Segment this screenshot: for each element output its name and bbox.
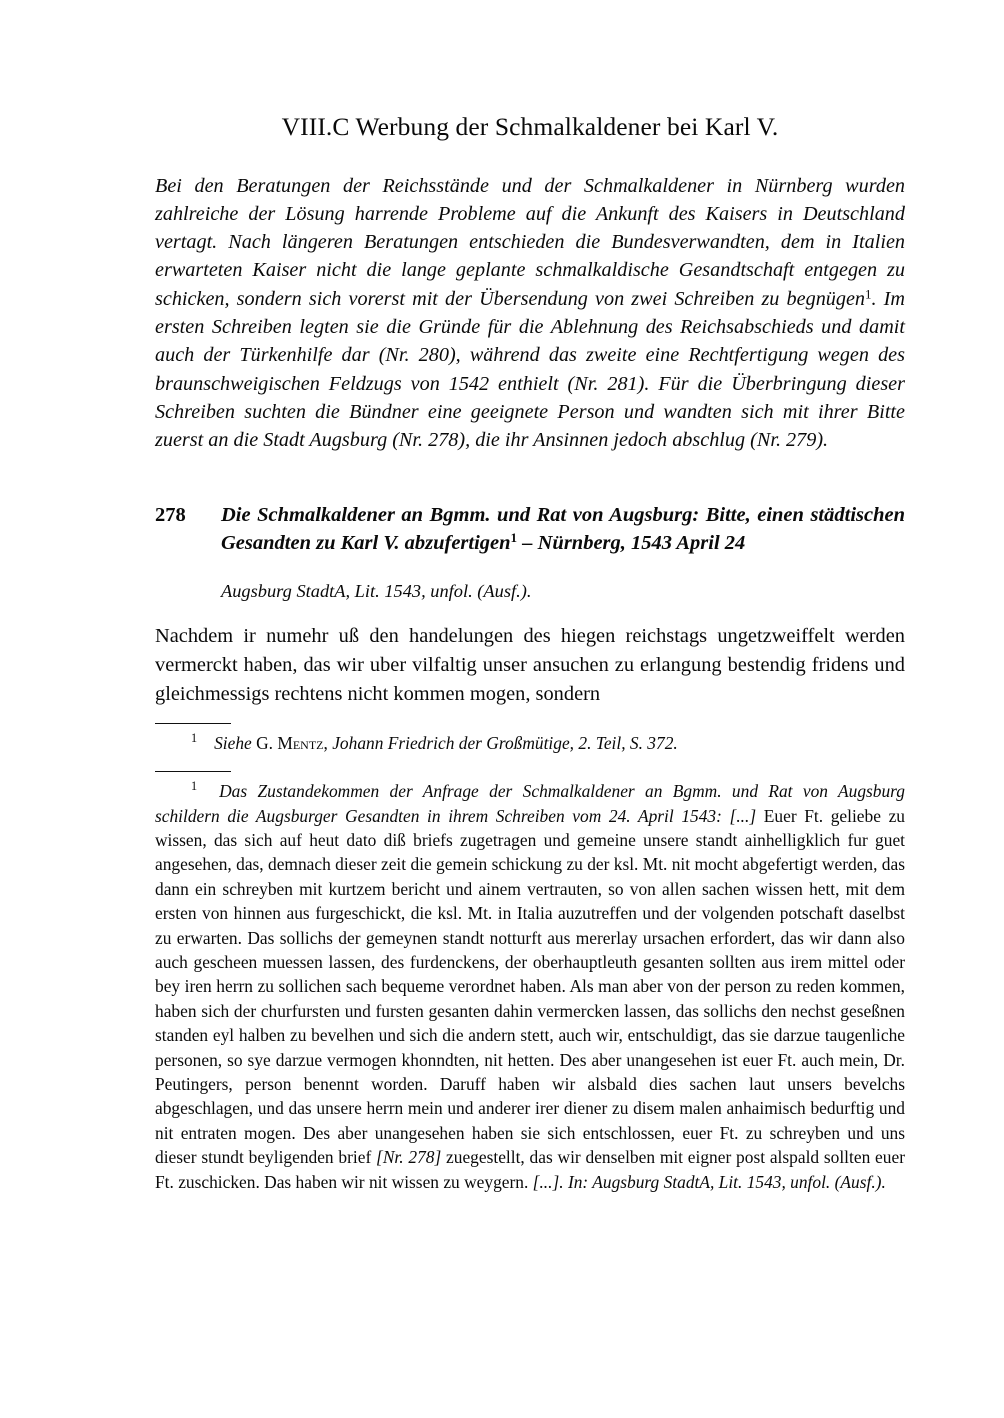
footnote-1-lead-in: Siehe xyxy=(214,732,257,753)
entry-source-citation: Augsburg StadtA, Lit. 1543, unfol. (Ausf.). xyxy=(221,580,532,601)
footnote-2-editorial-intro: Das Zustandekommen der Anfrage der Schmalkaldener an Bgmm. und Rat von Augsburg schildern die Augsburger Gesandten in ihrem Schreiben vom 24. April 1543: [...] xyxy=(155,781,905,826)
footnote-2-quoted-body-part-one: Euer Ft. geliebe zu wissen, das sich auf heut dato diß briefs zugetragen und gemeine unsere standt ainhelligklich fur guet angesehen, das, demnach dieser zeit die gemein schickung zu der ksl. Mt. nit mocht abgefertigt werden, das dann ein schreyben mit kurtzem bericht und ainem vertrauten, so von allen sachen wissen hett, mit dem ersten von hinnen aus furgeschickt, die ksl. Mt. in Italia auzutreffen und der volgenden potschaft daselbst zu erwarten. Das sollichs der gemeynen standt notturft aus mererlay ursachen erfordert, das wir dann also auch gescheen muessen lassen, des furdenckens, der oberhauptleuth gesanten sollten aus irem mittel oder bey iren herrn zu sollichen sach bequeme verordnet haben. Als man aber von der person zu reden kommen, haben sich der churfursten und fursten gesanten dahin vermercken lassen, das sollichs den nechst geseßnen standen eyl halben zu bevelhen und sich die andern stett, auch wir, entschuldigt, das sie darzue taugenliche personen, so sye darzue vermogen khonndten, nit hetten. Des aber unangesehen ist euer Ft. auch mein, Dr. Peutingers, person benennt worden. Daruff haben wir alsbald dies sachen laut unsers bevelchs abgeschlagen, und das unsere herrn mein und anderer irer diener zu disem malen anhaimisch bedurftig und nit entraten mogen. Des aber unangesehen haben sie sich entschlossen, euer Ft. zu schreyben und uns dieser stundt beyligenden brief xyxy=(155,805,905,1168)
intro-text-part-one: Bei den Beratungen der Reichsstände und der Schmalkaldener in Nürnberg wurden zahlreiche der Lösung harrende Probleme auf die Ankunft des Kaisers in Deutschland vertagt. Nach längeren Beratungen entschieden die Bundesverwandten, dem in Italien erwarteten Kaiser nicht die lange geplante schmalkaldische Gesandtschaft entgegen zu schicken, sondern sich vorerst mit der Übersendung von zwei Schreiben zu begnügen xyxy=(155,174,905,310)
footnote-block-1 xyxy=(155,723,905,755)
entry-title-date: – Nürnberg, 1543 April 24 xyxy=(517,532,746,555)
footnote-2-quoted-body-part-two: zuegestellt, das wir denselben mit eigner post alspald sollten euer Ft. zuschicken. Das haben wir nit wissen zu weygern. xyxy=(155,1147,905,1192)
entry-title-text: Die Schmalkaldener an Bgmm. und Rat von Augsburg: Bitte, einen städtischen Gesandten zu Karl V. abzufertigen xyxy=(221,503,905,555)
page-content-column xyxy=(155,0,905,1194)
entry-title-footnote-reference[interactable]: 1 xyxy=(510,530,518,546)
footnote-separator-rule-2 xyxy=(155,771,231,772)
footnote-1-author-initial: G. xyxy=(256,732,278,753)
footnote-1-marker: 1 xyxy=(191,731,198,746)
footnote-1-work-title: Johann Friedrich der Großmütige, 2. Teil, S. 372. xyxy=(332,732,678,753)
footnote-1-author-name: Mentz xyxy=(277,732,324,753)
footnote-2-marker: 1 xyxy=(191,779,198,794)
footnote-2-editorial-insert: [Nr. 278] xyxy=(376,1147,442,1168)
section-title: VIII.C Werbung der Schmalkaldener bei Karl V. xyxy=(281,112,779,141)
introduction-paragraph xyxy=(155,143,905,455)
footnote-2-source-tail: [...]. In: Augsburg StadtA, Lit. 1543, unfol. (Ausf.). xyxy=(532,1171,886,1192)
entry-heading xyxy=(155,455,905,558)
intro-text-part-two: . Im ersten Schreiben legten sie die Gründe für die Ablehnung des Reichsabschieds und damit auch der Türkenhilfe dar (Nr. 280), während das zweite eine Rechtfertigung wegen des braunschweigischen Feldzugs von 1542 enthielt (Nr. 281). Für die Überbringung dieser Schreiben suchten die Bündner eine geeignete Person und wandten sich mit ihrer Bitte zuerst an die Stadt Augsburg (Nr. 278), die ihr Ansinnen jedoch abschlug (Nr. 279). xyxy=(155,287,905,452)
entry-number: 278 xyxy=(155,503,186,526)
footnote-1-comma: , xyxy=(323,732,333,753)
footnote-block-2 xyxy=(155,755,905,1194)
entry-title xyxy=(221,501,905,558)
footnote-2 xyxy=(155,779,905,1194)
footnotes-area xyxy=(155,710,905,1194)
intro-footnote-reference[interactable]: 1 xyxy=(865,286,872,302)
entry-body-text: Nachdem ir numehr uß den handelungen des hiegen reichstags ungetzweiffelt werden vermerckt haben, das wir uber vilfaltig unser ansuchen zu erlangung bestendig fridens und gleichmessigs rechtens nicht kommen mogen, sondern xyxy=(155,624,905,706)
footnote-1 xyxy=(155,731,905,755)
footnote-separator-rule xyxy=(155,723,231,724)
